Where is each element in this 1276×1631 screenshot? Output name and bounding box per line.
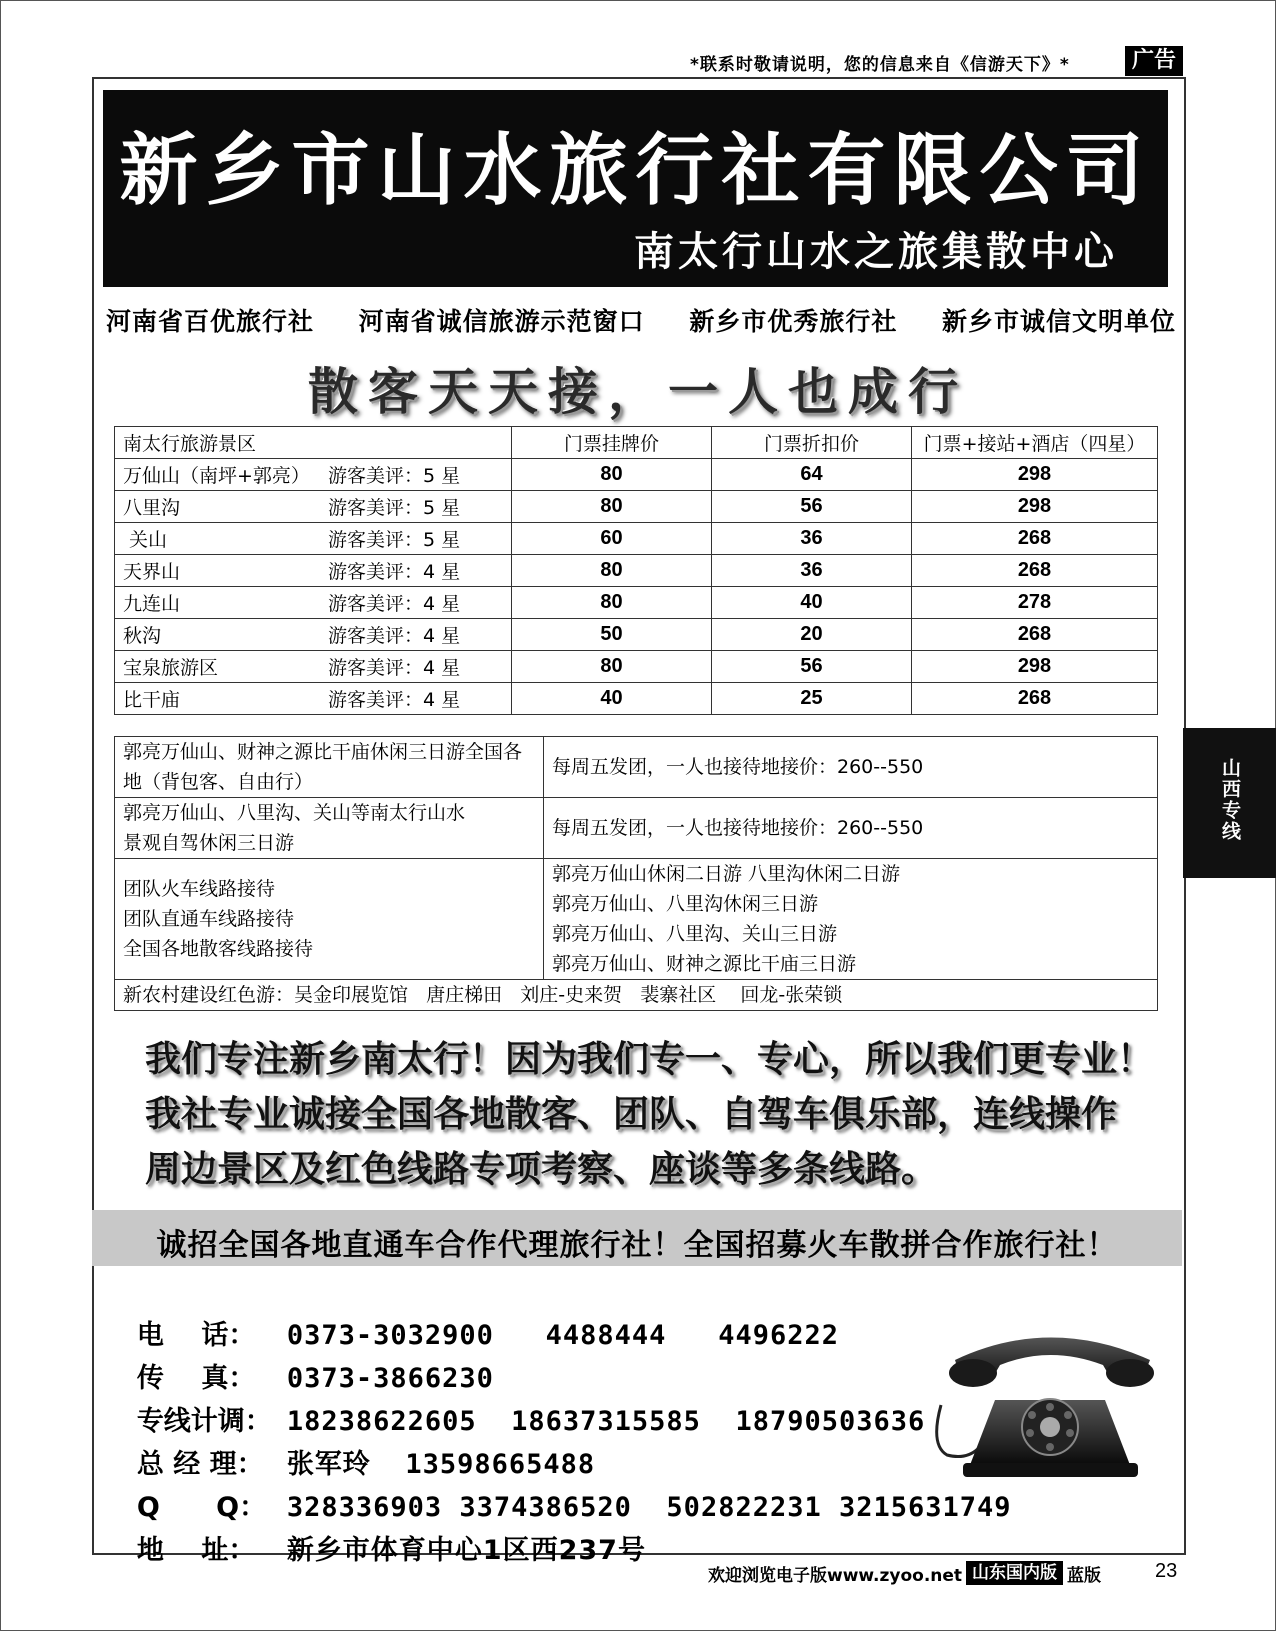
contact-label: 专线计调： (136, 1406, 272, 1437)
route-item: 郭亮万仙山、八里沟休闲三日游 (552, 893, 819, 915)
header-scenic: 南太行旅游景区 (115, 427, 512, 459)
rating: 游客美评：4 星 (328, 657, 461, 679)
package-price: 298 (912, 491, 1158, 523)
route-service: 团队火车线路接待 (123, 878, 276, 900)
route-desc: 郭亮万仙山、八里沟、关山等南太行山水 (123, 802, 466, 824)
discount-price: 56 (712, 651, 912, 683)
route-row (115, 798, 1158, 859)
footer-edition: 山东国内版 (966, 1561, 1063, 1585)
package-price: 278 (912, 587, 1158, 619)
table-row (115, 683, 1158, 715)
table-row (115, 459, 1158, 491)
header-note: *联系时敬请说明，您的信息来自《信游天下》* (690, 55, 1070, 75)
rating: 游客美评：4 星 (328, 561, 461, 583)
route-item: 郭亮万仙山休闲二日游 八里沟休闲二日游 (552, 863, 901, 885)
contact-address (118, 1497, 646, 1567)
route-desc: 地（背包客、自由行） (123, 771, 314, 793)
page-number: 23 (1155, 1560, 1178, 1582)
rating: 游客美评：4 星 (328, 689, 461, 711)
route-row (115, 737, 1158, 798)
discount-price: 20 (712, 619, 912, 651)
scenic-name: 天界山 (123, 561, 181, 583)
route-item: 郭亮万仙山、财神之源比干庙三日游 (552, 953, 857, 975)
contact-value: 0373-3866230 (286, 1363, 494, 1394)
honor-item: 新乡市诚信文明单位 (941, 307, 1176, 336)
contact-value: 0373-3032900 4488444 4496222 (286, 1320, 839, 1351)
list-price: 80 (512, 651, 712, 683)
list-price: 80 (512, 459, 712, 491)
company-name: 新乡市山水旅行社有限公司 (119, 126, 1152, 216)
list-price: 80 (512, 587, 712, 619)
header-discount-price: 门票折扣价 (712, 427, 912, 459)
table-header-row (115, 427, 1158, 459)
company-subtitle: 南太行山水之旅集散中心 (634, 229, 1118, 275)
discount-price: 36 (712, 555, 912, 587)
contact-value: 18238622605 18637315585 18790503636 (286, 1406, 926, 1437)
side-tab (1183, 728, 1276, 878)
list-price: 40 (512, 683, 712, 715)
scenic-name: 八里沟 (123, 497, 181, 519)
price-table (114, 426, 1158, 715)
recruit-text: 诚招全国各地直通车合作代理旅行社！全国招募火车散拼合作旅行社！ (156, 1228, 1118, 1263)
promo-text (145, 1032, 1153, 1197)
contact-label: 总 经 理： (136, 1449, 264, 1480)
footer (708, 1560, 1101, 1586)
scenic-name: 秋沟 (123, 625, 162, 647)
promo-line: 我们专注新乡南太行！因为我们专一、专心，所以我们更专业！ (145, 1038, 1154, 1080)
table-row (115, 523, 1158, 555)
contact-label: 传 真： (136, 1363, 256, 1394)
scenic-name: 比干庙 (123, 689, 181, 711)
slogan: 散客天天接，一人也成行 (308, 362, 968, 421)
scenic-name: 关山 (123, 529, 168, 551)
route-row (115, 980, 1158, 1011)
route-schedule: 每周五发团，一人也接待地接价：260--550 (544, 737, 1158, 798)
table-row (115, 491, 1158, 523)
header-package-price: 门票+接站+酒店（四星） (912, 427, 1158, 459)
header-list-price: 门票挂牌价 (512, 427, 712, 459)
discount-price: 64 (712, 459, 912, 491)
honor-item: 河南省百优旅行社 (106, 307, 315, 336)
discount-price: 25 (712, 683, 912, 715)
table-row (115, 587, 1158, 619)
promo-line: 我社专业诚接全国各地散客、团队、自驾车俱乐部，连线操作 (145, 1093, 1118, 1135)
table-row (115, 651, 1158, 683)
telephone-icon (935, 1315, 1165, 1485)
route-desc: 郭亮万仙山、财神之源比干庙休闲三日游全国各 (123, 741, 523, 763)
promo-line: 周边景区及红色线路专项考察、座谈等多条线路。 (145, 1148, 938, 1190)
red-tour: 新农村建设红色游：吴金印展览馆 唐庄梯田 刘庄-史来贺 裴寨社区 回龙-张荣锁 (115, 980, 1158, 1011)
honor-item: 新乡市优秀旅行社 (689, 307, 898, 336)
rating: 游客美评：5 星 (328, 465, 461, 487)
package-price: 298 (912, 459, 1158, 491)
table-row (115, 619, 1158, 651)
list-price: 80 (512, 491, 712, 523)
contact-value: 张军玲 13598665488 (286, 1449, 596, 1480)
contact-label: 地 址： (136, 1535, 256, 1566)
table-row (115, 555, 1158, 587)
list-price: 50 (512, 619, 712, 651)
ad-tag: 广告 (1125, 46, 1183, 76)
scenic-name: 九连山 (123, 593, 181, 615)
route-desc: 景观自驾休闲三日游 (123, 832, 295, 854)
rating: 游客美评：5 星 (328, 529, 461, 551)
contact-label: Q Q： (136, 1492, 267, 1523)
honor-item: 河南省诚信旅游示范窗口 (358, 307, 645, 336)
package-price: 268 (912, 619, 1158, 651)
route-service: 团队直通车线路接待 (123, 908, 295, 930)
contact-value: 新乡市体育中心1区西237号 (286, 1535, 646, 1566)
route-row (115, 859, 1158, 980)
side-tab-label: 山西专线 (1219, 758, 1241, 842)
discount-price: 40 (712, 587, 912, 619)
list-price: 60 (512, 523, 712, 555)
discount-price: 36 (712, 523, 912, 555)
footer-color: 蓝版 (1067, 1565, 1102, 1586)
recruit-bar (92, 1210, 1182, 1266)
route-schedule: 每周五发团，一人也接待地接价：260--550 (544, 798, 1158, 859)
contact-value: 328336903 3374386520 502822231 3215631749 (286, 1492, 1012, 1523)
rating: 游客美评：5 星 (328, 497, 461, 519)
rating: 游客美评：4 星 (328, 593, 461, 615)
package-price: 268 (912, 683, 1158, 715)
route-service: 全国各地散客线路接待 (123, 938, 314, 960)
list-price: 80 (512, 555, 712, 587)
contact-label: 电 话： (136, 1320, 256, 1351)
package-price: 298 (912, 651, 1158, 683)
honors-row (106, 302, 1176, 338)
rating: 游客美评：4 星 (328, 625, 461, 647)
route-table (114, 736, 1158, 1011)
package-price: 268 (912, 555, 1158, 587)
package-price: 268 (912, 523, 1158, 555)
scenic-name: 万仙山（南坪+郭亮） (123, 465, 310, 487)
footer-browse: 欢迎浏览电子版www.zyoo.net (708, 1565, 963, 1586)
scenic-name: 宝泉旅游区 (123, 657, 219, 679)
company-banner (103, 90, 1168, 287)
discount-price: 56 (712, 491, 912, 523)
route-item: 郭亮万仙山、八里沟、关山三日游 (552, 923, 838, 945)
